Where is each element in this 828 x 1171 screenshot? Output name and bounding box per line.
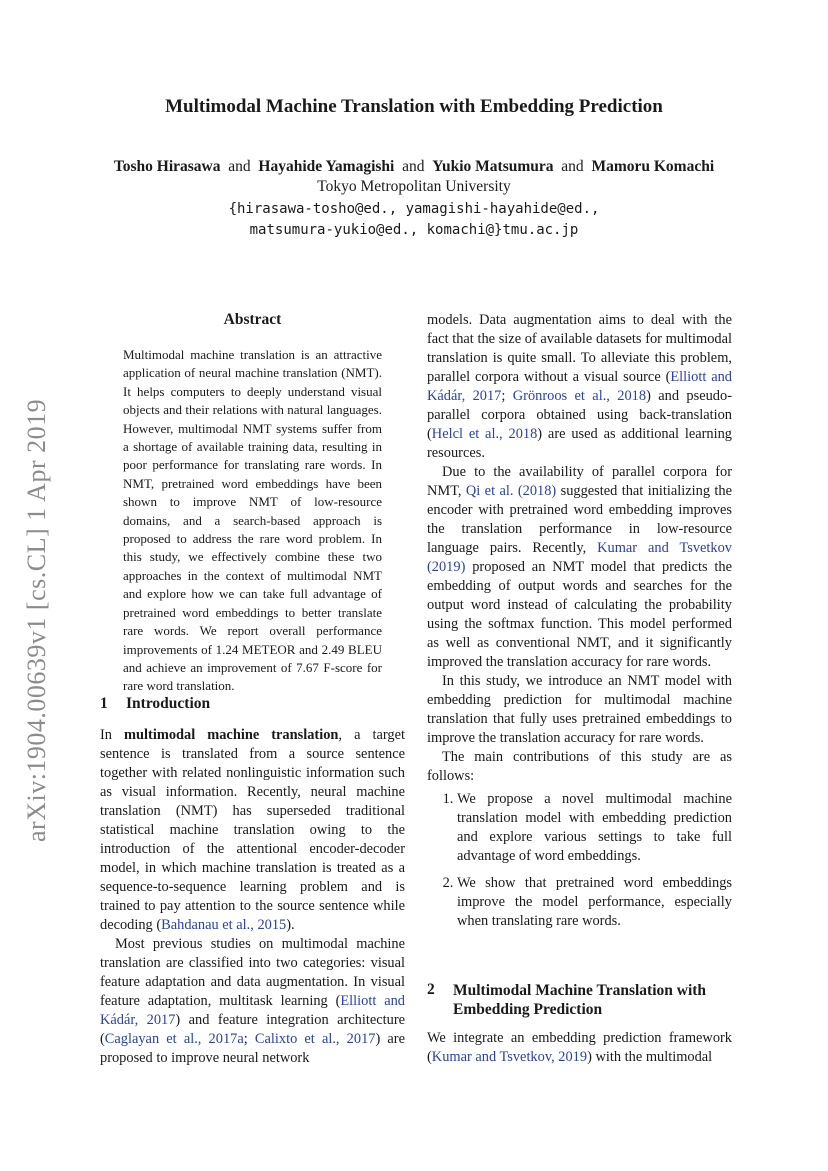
bold-term: multimodal machine translation — [124, 727, 339, 743]
email-line: {hirasawa-tosho@ed., yamagishi-hayahide@ed., — [228, 201, 600, 217]
citation-link[interactable]: Elliott and Kádár, 2017 — [100, 993, 405, 1028]
section-heading-method — [427, 981, 732, 1019]
citation-link[interactable]: Kumar and Tsvetkov, 2019 — [431, 1049, 588, 1065]
citation-link[interactable]: Qi et al. (2018) — [465, 483, 557, 499]
citation-link[interactable]: Kumar and Tsvetkov (2019) — [427, 540, 732, 575]
author-separator: and — [228, 158, 251, 175]
citation-link[interactable]: Bahdanau et al., 2015 — [161, 917, 287, 933]
email-block — [0, 199, 828, 241]
author-separator: and — [402, 158, 425, 175]
paragraph: The main contributions of this study are as follows: — [427, 749, 732, 784]
paragraph: models. Data augmentation aims to deal with the fact that the size of available datasets for multimodal translation is quite small. To alleviate this problem, parallel corpora without a visual source (Elliott and Kádár, 2017; Grönroos et al., 2018) and pseudo-parallel corpora obtained using back-translation (Helcl et al., 2018) are used as additional learning resources. — [427, 312, 732, 461]
paragraph: Due to the availability of parallel corpora for NMT, Qi et al. (2018) suggested that initializing the encoder with pretrained word embedding improves the translation performance in low-resource language pairs. Recently, Kumar and Tsvetkov (2019) proposed an NMT model that predicts the embedding of output words and searches for the output word instead of calculating the probability using the softmax function. This model performed as well as conventional NMT, and it significantly improved the translation accuracy for rare words. — [427, 464, 733, 670]
author-name: Yukio Matsumura — [432, 158, 554, 175]
paper-title: Multimodal Machine Translation with Embedding Prediction — [165, 96, 663, 117]
arxiv-stamp — [14, 372, 54, 842]
section-heading-introduction — [100, 695, 210, 713]
contributions-list — [427, 790, 732, 931]
citation-link[interactable]: Helcl et al., 2018 — [431, 426, 538, 442]
section-number: 1 — [100, 695, 108, 712]
citation-link[interactable]: Calixto et al., 2017 — [254, 1031, 376, 1047]
author-list — [0, 158, 828, 176]
author-name: Tosho Hirasawa — [113, 158, 221, 175]
section-title: Multimodal Machine Translation with Embedding Prediction — [453, 982, 707, 1018]
author-separator: and — [561, 158, 584, 175]
citation-link[interactable]: Caglayan et al., 2017a — [104, 1031, 244, 1047]
left-column-body — [100, 726, 405, 1068]
author-name: Hayahide Yamagishi — [258, 158, 395, 175]
paragraph: We integrate an embedding prediction framework (Kumar and Tsvetkov, 2019) with the multimodal — [427, 1030, 732, 1065]
abstract-heading: Abstract — [223, 311, 282, 328]
arxiv-stamp-text: arXiv:1904.00639v1 [cs.CL] 1 Apr 2019 — [22, 398, 51, 842]
list-item: 1. We propose a novel multimodal machine translation model with embedding prediction and explore various settings to take full advantage of word embeddings. — [457, 790, 732, 866]
section-title: Introduction — [126, 695, 211, 712]
list-item: 2. We show that pretrained word embeddings improve the model performance, especially when translating rare words. — [457, 874, 732, 931]
email-line: matsumura-yukio@ed., komachi@}tmu.ac.jp — [249, 222, 579, 238]
affiliation: Tokyo Metropolitan University — [317, 178, 511, 195]
abstract-body: Multimodal machine translation is an attractive application of neural machine translation (NMT). It helps computers to deeply understand visual objects and their relations with natural languages. However, multimodal NMT systems suffer from a shortage of available training data, resulting in poor performance for translating rare words. In NMT, pretrained word embeddings have been shown to improve NMT of low-resource domains, and a search-based approach is proposed to address the rare word problem. In this study, we effectively combine these two approaches in the context of multimodal NMT and explore how we can take full advantage of pretrained word embeddings to better translate rare words. We report overall performance improvements of 1.24 METEOR and 2.49 BLEU and achieve an improvement of 7.67 F-score for rare word translation. — [123, 347, 382, 694]
author-name: Mamoru Komachi — [591, 158, 715, 175]
paragraph: In this study, we introduce an NMT model with embedding prediction for multimodal machine translation that fully uses pretrained embeddings to improve the translation accuracy for rare words. — [427, 673, 732, 746]
paragraph: In multimodal machine translation, a target sentence is translated from a source sentence together with related nonlinguistic information such as visual information. Recently, neural machine translation (NMT) has superseded traditional statistical machine translation owing to the introduction of the attentional encoder-decoder model, in which machine translation is treated as a sequence-to-sequence learning problem and is trained to pay attention to the source sentence while decoding (Bahdanau et al., 2015). — [100, 727, 405, 933]
paragraph: Most previous studies on multimodal machine translation are classified into two categories: visual feature adaptation and data augmentation. In visual feature adaptation, multitask learning (Elliott and Kádár, 2017) and feature integration architecture (Caglayan et al., 2017a; Calixto et al., 2017) are proposed to improve neural network — [100, 936, 405, 1066]
citation-link[interactable]: Elliott and Kádár, 2017 — [427, 369, 732, 404]
section-number: 2 — [427, 981, 435, 998]
citation-link[interactable]: Grönroos et al., 2018 — [512, 388, 647, 404]
right-column-body — [427, 311, 732, 939]
right-column-tail — [427, 1029, 732, 1067]
